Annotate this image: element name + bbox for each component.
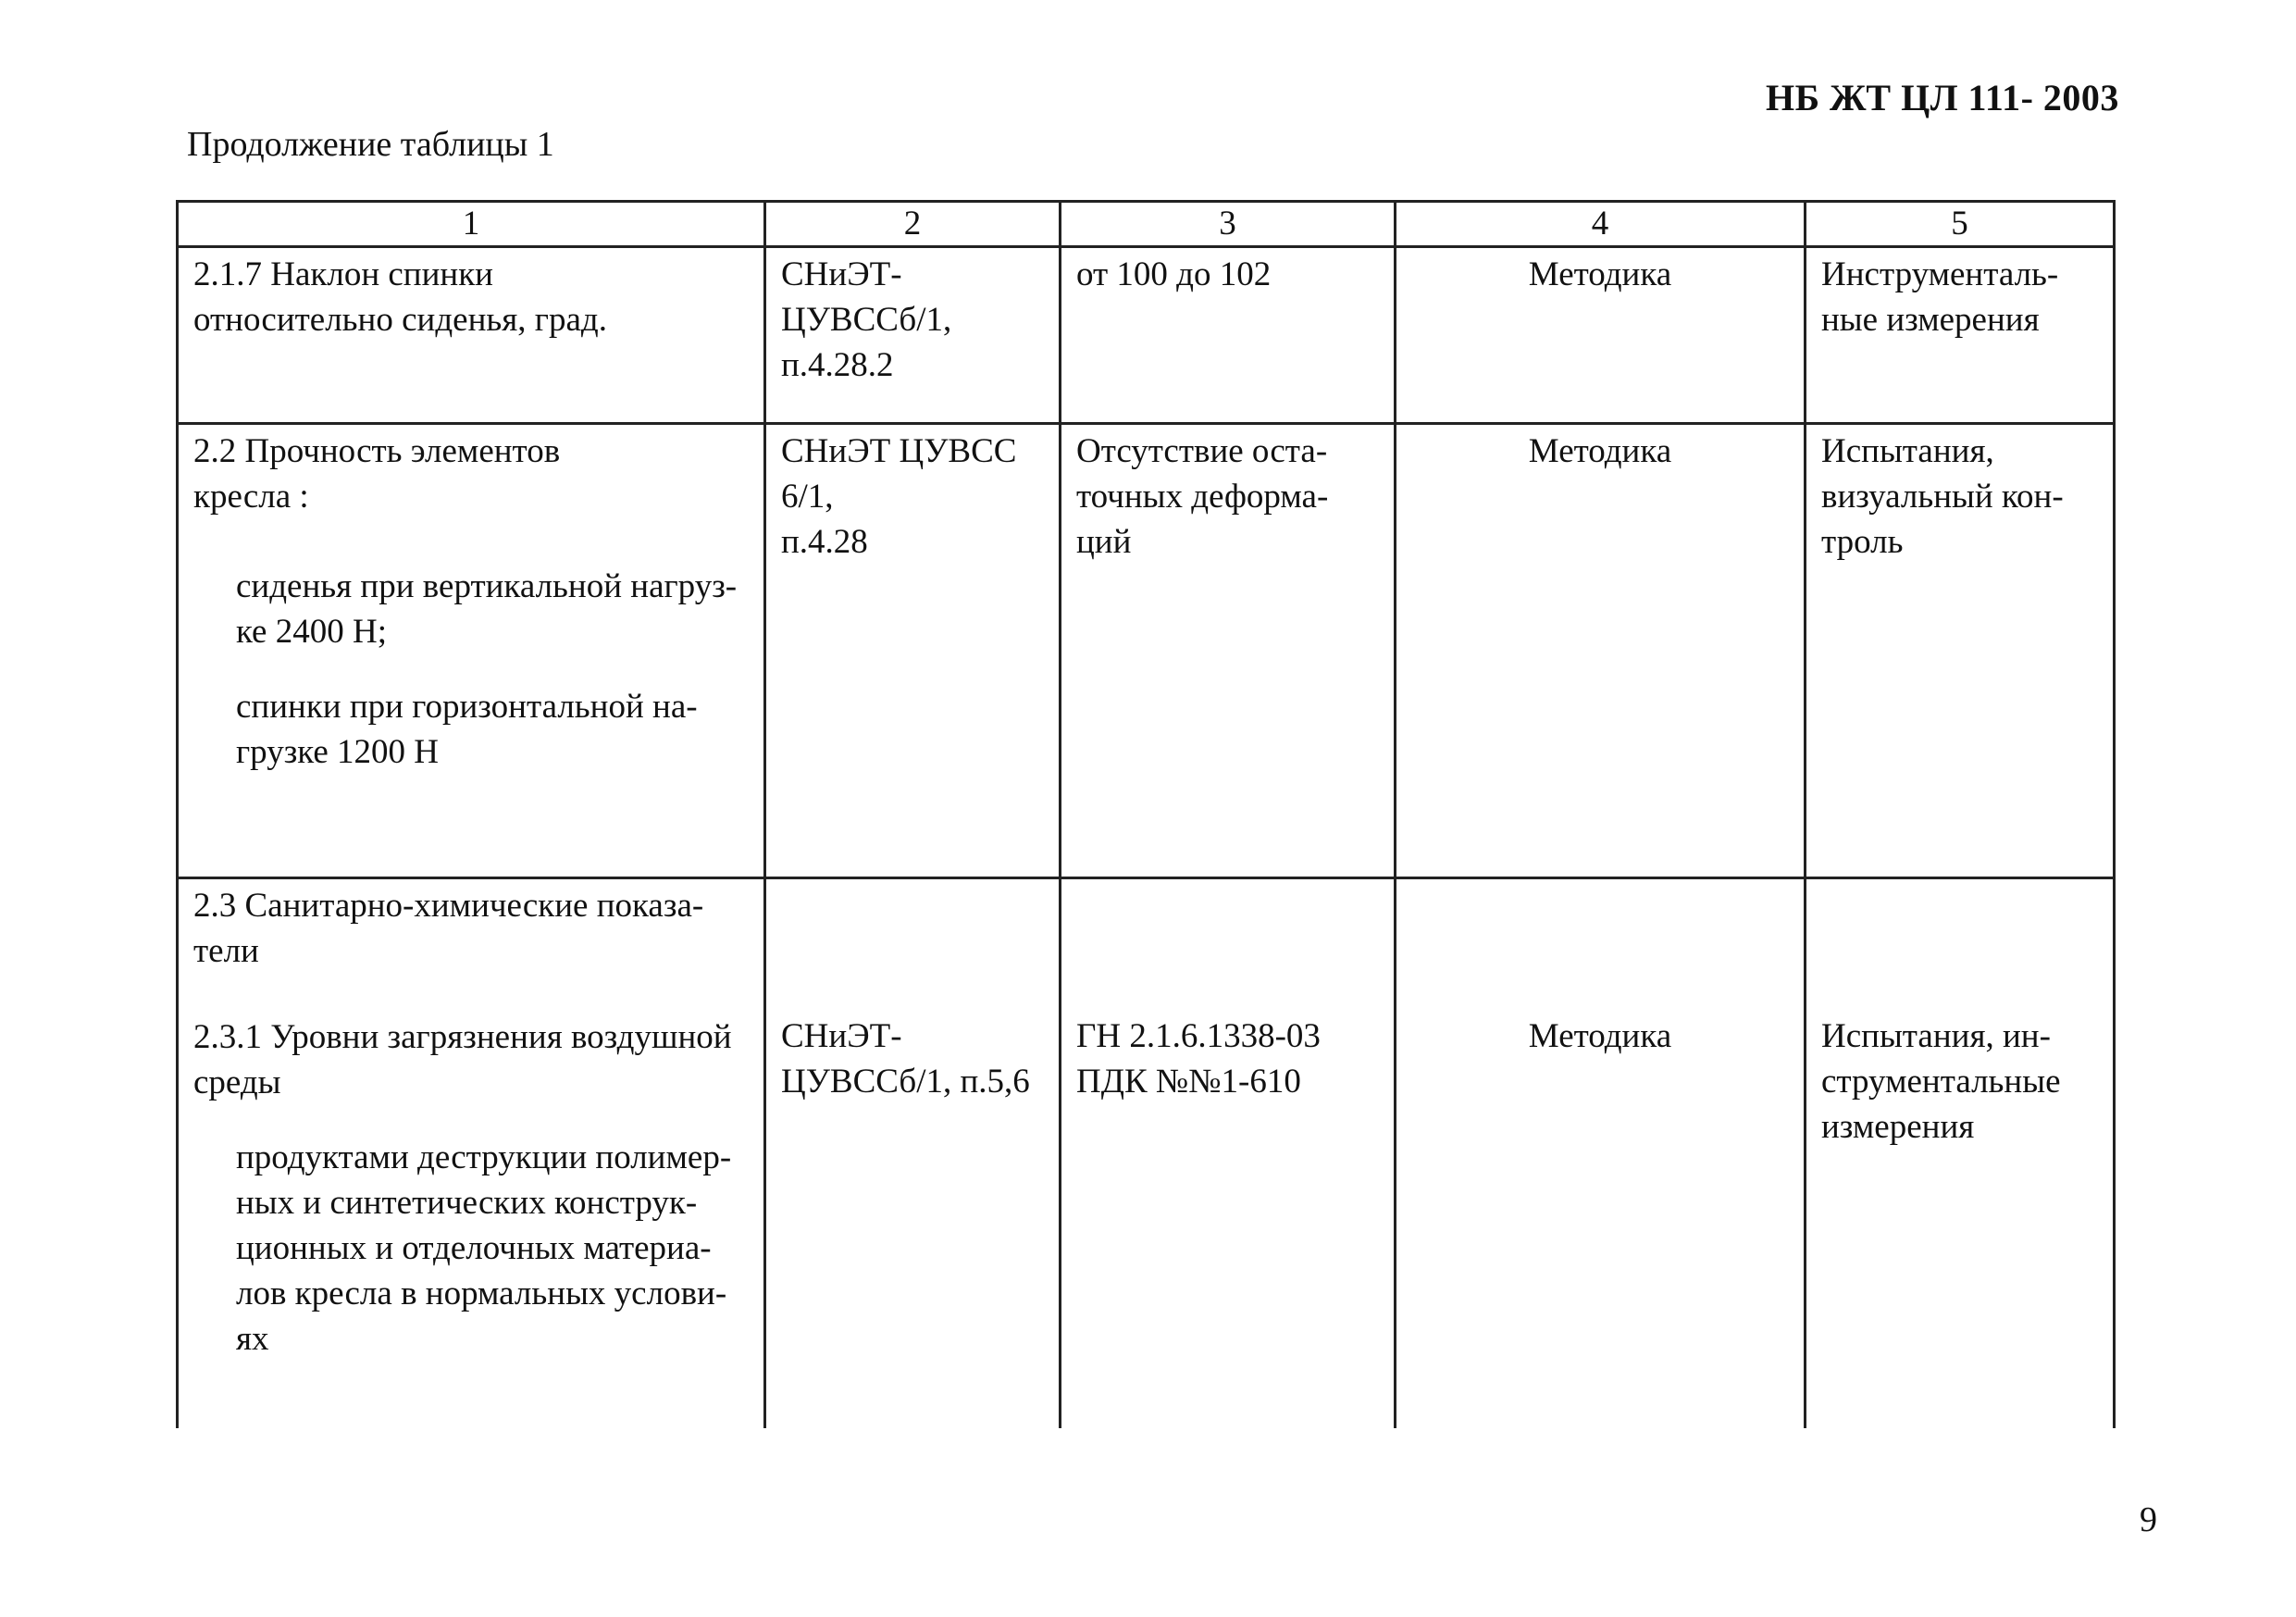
cell-parameter bbox=[178, 878, 765, 1429]
requirement-line: Отсутствие оста- bbox=[1076, 432, 1328, 470]
parameter-title-line: 2.2 Прочность элементов bbox=[193, 432, 561, 470]
table-caption: Продолжение таблицы 1 bbox=[187, 125, 554, 164]
control-line: Испытания, bbox=[1821, 432, 1994, 470]
column-number-3: 3 bbox=[1061, 202, 1396, 247]
parameter-title-line: тели bbox=[193, 932, 259, 970]
item-line: продуктами деструкции полимер- bbox=[236, 1138, 732, 1176]
parameter-title-line: кресла : bbox=[193, 478, 309, 516]
requirement-line: ГН 2.1.6.1338-03 bbox=[1076, 1017, 1321, 1055]
requirement-line: точных деформа- bbox=[1076, 478, 1329, 516]
cell-method: Методика bbox=[1396, 247, 1806, 424]
parameter-sub-line: 2.3.1 Уровни загрязнения воздушной bbox=[193, 1018, 732, 1056]
control-line: измерения bbox=[1821, 1108, 1975, 1146]
control-line: Инструменталь- bbox=[1821, 255, 2059, 293]
cell-control-type bbox=[1806, 424, 2115, 878]
method-line: Методика bbox=[1528, 1017, 1672, 1055]
cell-parameter bbox=[178, 424, 765, 878]
control-line: струментальные bbox=[1821, 1063, 2061, 1101]
page-number: 9 bbox=[2140, 1500, 2157, 1539]
document-code: НБ ЖТ ЦЛ 111- 2003 bbox=[1766, 77, 2119, 118]
cell-normative-document bbox=[765, 878, 1061, 1429]
spec-table bbox=[176, 200, 2116, 1428]
cell-method bbox=[1396, 878, 1806, 1429]
item-line: спинки при горизонтальной на- bbox=[236, 688, 698, 726]
normative-line: СНиЭТ- bbox=[781, 255, 902, 293]
control-line: визуальный кон- bbox=[1821, 478, 2064, 516]
column-number-1: 1 bbox=[178, 202, 765, 247]
requirement-line: ПДК №№1-610 bbox=[1076, 1063, 1301, 1101]
normative-line: ЦУВССб/1, bbox=[781, 301, 952, 339]
item-line: ях bbox=[236, 1320, 269, 1358]
item-line: ционных и отделочных материа- bbox=[236, 1229, 712, 1267]
item-line: лов кресла в нормальных услови- bbox=[236, 1275, 727, 1312]
item-line: ке 2400 Н; bbox=[236, 613, 387, 651]
control-line: Испытания, ин- bbox=[1821, 1017, 2051, 1055]
cell-requirement bbox=[1061, 878, 1396, 1429]
cell-method: Методика bbox=[1396, 424, 1806, 878]
cell-requirement: от 100 до 102 bbox=[1061, 247, 1396, 424]
parameter-sub-line: среды bbox=[193, 1063, 281, 1101]
column-number-row bbox=[178, 202, 2115, 247]
table-row-2-2 bbox=[178, 424, 2115, 878]
column-number-4: 4 bbox=[1396, 202, 1806, 247]
cell-parameter bbox=[178, 247, 765, 424]
control-line: троль bbox=[1821, 523, 1904, 561]
normative-line: п.4.28.2 bbox=[781, 346, 894, 384]
cell-normative-document bbox=[765, 247, 1061, 424]
cell-normative-document bbox=[765, 424, 1061, 878]
parameter-line: 2.1.7 Наклон спинки bbox=[193, 255, 493, 293]
column-number-2: 2 bbox=[765, 202, 1061, 247]
normative-line: 6/1, bbox=[781, 478, 834, 516]
item-line: ных и синтетических конструк- bbox=[236, 1184, 698, 1222]
parameter-item-seat bbox=[236, 564, 749, 654]
normative-line: СНиЭТ- bbox=[781, 1017, 902, 1055]
column-number-5: 5 bbox=[1806, 202, 2115, 247]
cell-requirement bbox=[1061, 424, 1396, 878]
item-line: сиденья при вертикальной нагруз- bbox=[236, 567, 738, 605]
table-row-2-3 bbox=[178, 878, 2115, 1429]
parameter-item-destruction-products bbox=[236, 1135, 749, 1362]
table-row-2-1-7 bbox=[178, 247, 2115, 424]
normative-line: п.4.28 bbox=[781, 523, 868, 561]
item-line: грузке 1200 Н bbox=[236, 733, 440, 771]
cell-control-type bbox=[1806, 247, 2115, 424]
requirement-line: ций bbox=[1076, 523, 1132, 561]
parameter-title-line: 2.3 Санитарно-химические показа- bbox=[193, 887, 704, 925]
parameter-line: относительно сиденья, град. bbox=[193, 301, 607, 339]
parameter-item-backrest bbox=[236, 684, 749, 775]
normative-line: СНиЭТ ЦУВСС bbox=[781, 432, 1017, 470]
normative-line: ЦУВССб/1, п.5,6 bbox=[781, 1063, 1030, 1101]
control-line: ные измерения bbox=[1821, 301, 2040, 339]
cell-control-type bbox=[1806, 878, 2115, 1429]
